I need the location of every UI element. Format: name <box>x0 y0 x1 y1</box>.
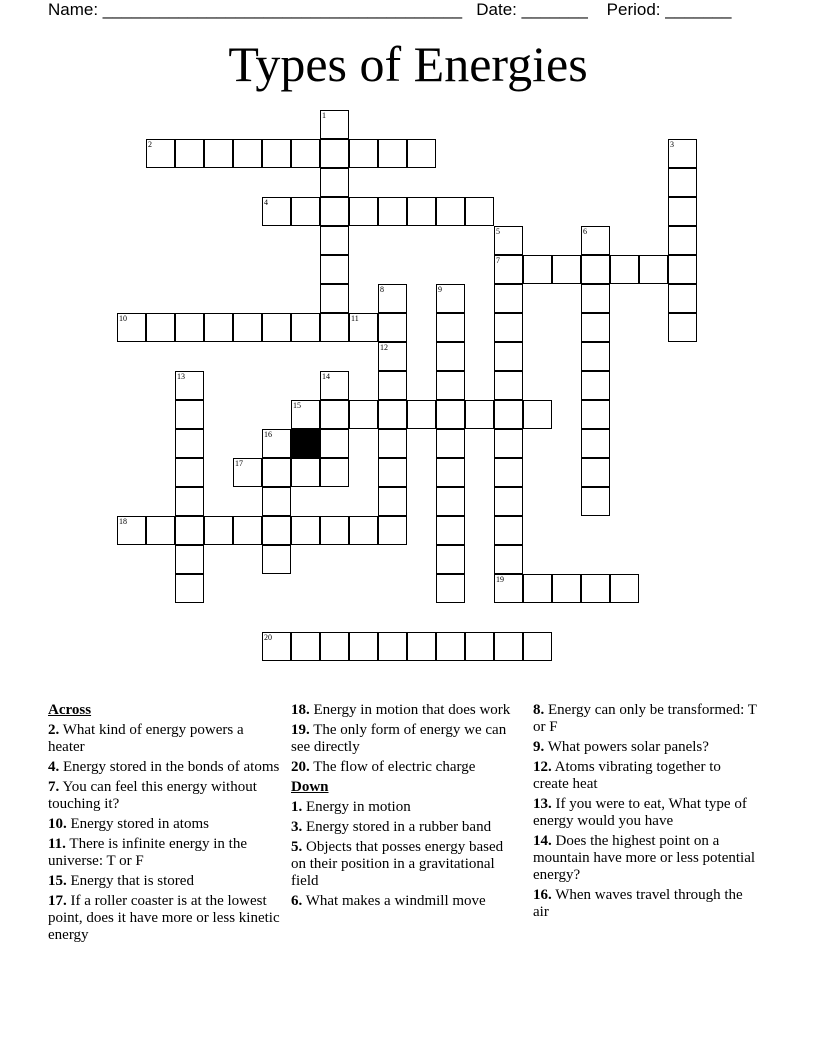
clue-item-text: Energy can only be transformed: T or F <box>533 702 757 735</box>
grid-cell[interactable] <box>262 313 291 342</box>
grid-cell[interactable] <box>494 226 523 255</box>
grid-cell[interactable] <box>204 139 233 168</box>
grid-cell[interactable] <box>233 516 262 545</box>
grid-cell[interactable] <box>117 313 146 342</box>
clue-item-text: You can feel this energy without touching it? <box>48 779 257 812</box>
grid-cell[interactable] <box>494 632 523 661</box>
grid-cell[interactable] <box>407 139 436 168</box>
clue-item-text: If a roller coaster is at the lowest point, does it have more or less kinetic energy <box>48 893 280 943</box>
grid-cell[interactable] <box>581 429 610 458</box>
grid-cell[interactable] <box>436 516 465 545</box>
grid-cell[interactable] <box>349 139 378 168</box>
clue-number: 12 <box>380 343 388 352</box>
clue-number: 7 <box>496 256 500 265</box>
clue-item-number: 19. <box>291 722 310 738</box>
clue-number: 4 <box>264 198 268 207</box>
grid-cell[interactable] <box>552 574 581 603</box>
grid-cell[interactable] <box>320 168 349 197</box>
grid-cell[interactable] <box>494 545 523 574</box>
grid-cell[interactable] <box>378 313 407 342</box>
clue-item-text: Energy stored in the bonds of atoms <box>59 759 280 775</box>
clue-item <box>533 739 758 756</box>
grid-cell[interactable] <box>378 400 407 429</box>
clue-section-heading: Across <box>48 702 92 718</box>
clue-item-number: 11. <box>48 836 66 852</box>
grid-cell[interactable] <box>436 632 465 661</box>
grid-cell[interactable] <box>668 255 697 284</box>
clue-item <box>291 893 516 910</box>
grid-cell[interactable] <box>175 313 204 342</box>
grid-cell[interactable] <box>262 487 291 516</box>
clue-item-text: Energy stored in atoms <box>66 816 209 832</box>
grid-cell[interactable] <box>291 632 320 661</box>
grid-cell[interactable] <box>175 516 204 545</box>
page-title: Types of Energies <box>228 36 588 92</box>
grid-cell[interactable] <box>378 139 407 168</box>
clue-number: 19 <box>496 575 504 584</box>
grid-cell[interactable] <box>233 139 262 168</box>
grid-cell[interactable] <box>262 458 291 487</box>
grid-cell[interactable] <box>320 139 349 168</box>
clue-item-number: 18. <box>291 702 310 718</box>
grid-cell[interactable] <box>320 516 349 545</box>
clue-number: 20 <box>264 633 272 642</box>
grid-cell[interactable] <box>668 284 697 313</box>
grid-cell[interactable] <box>581 226 610 255</box>
clue-item-number: 4. <box>48 759 60 775</box>
grid-cell[interactable] <box>581 400 610 429</box>
clue-number: 9 <box>438 285 442 294</box>
grid-cell[interactable] <box>291 313 320 342</box>
clue-item-text: When waves travel through the air <box>533 887 743 920</box>
grid-cell[interactable] <box>378 342 407 371</box>
grid-cell[interactable] <box>320 371 349 400</box>
grid-cell[interactable] <box>320 313 349 342</box>
grid-cell[interactable] <box>436 313 465 342</box>
clue-item-text: What powers solar panels? <box>544 739 709 755</box>
grid-cell[interactable] <box>146 139 175 168</box>
grid-cell[interactable] <box>146 313 175 342</box>
clue-item <box>48 836 284 870</box>
clue-item <box>48 873 284 890</box>
grid-cell[interactable] <box>349 313 378 342</box>
clue-item <box>533 887 758 921</box>
clue-item <box>533 702 758 736</box>
grid-cell[interactable] <box>494 429 523 458</box>
clue-item-text: Does the highest point on a mountain have more or less potential energy? <box>533 833 756 883</box>
grid-cell[interactable] <box>436 574 465 603</box>
clue-item <box>533 833 758 884</box>
grid-cell[interactable] <box>175 400 204 429</box>
clue-number: 10 <box>119 314 127 323</box>
clue-item-number: 2. <box>48 722 60 738</box>
clue-item <box>48 759 284 776</box>
clue-number: 16 <box>264 430 272 439</box>
grid-cell[interactable] <box>378 487 407 516</box>
grid-cell[interactable] <box>494 574 523 603</box>
clue-item <box>48 779 284 813</box>
grid-cell[interactable] <box>349 516 378 545</box>
clue-item <box>291 799 516 816</box>
clue-number: 5 <box>496 227 500 236</box>
grid-cell[interactable] <box>204 516 233 545</box>
grid-cell[interactable] <box>494 400 523 429</box>
grid-cell[interactable] <box>639 255 668 284</box>
grid-cell[interactable] <box>436 458 465 487</box>
grid-cell[interactable] <box>117 516 146 545</box>
grid-cell[interactable] <box>349 632 378 661</box>
grid-cell[interactable] <box>320 284 349 313</box>
grid-cell[interactable] <box>175 139 204 168</box>
grid-cell[interactable] <box>436 371 465 400</box>
clue-item-text: There is infinite energy in the universe: T or F <box>48 836 247 869</box>
grid-cell[interactable] <box>175 371 204 400</box>
grid-cell[interactable] <box>291 516 320 545</box>
clue-item-text: If you were to eat, What type of energy would you have <box>533 796 747 829</box>
clue-column-3 <box>533 702 758 924</box>
clue-item <box>291 819 516 836</box>
clue-item-text: What kind of energy powers a heater <box>48 722 244 755</box>
grid-cell[interactable] <box>494 313 523 342</box>
grid-cell[interactable] <box>378 371 407 400</box>
grid-cell[interactable] <box>581 458 610 487</box>
grid-cell[interactable] <box>494 371 523 400</box>
clue-item-number: 6. <box>291 893 303 909</box>
clue-item-number: 16. <box>533 887 552 903</box>
grid-cell[interactable] <box>378 197 407 226</box>
clue-item-number: 9. <box>533 739 545 755</box>
grid-cell[interactable] <box>175 487 204 516</box>
clue-item-number: 7. <box>48 779 60 795</box>
grid-cell[interactable] <box>262 632 291 661</box>
clue-number: 17 <box>235 459 243 468</box>
grid-cell[interactable] <box>668 197 697 226</box>
grid-cell[interactable] <box>320 226 349 255</box>
clue-column-1 <box>48 702 284 947</box>
grid-cell[interactable] <box>320 197 349 226</box>
grid-cell[interactable] <box>436 284 465 313</box>
grid-cell[interactable] <box>436 545 465 574</box>
grid-cell[interactable] <box>233 313 262 342</box>
grid-cell[interactable] <box>523 400 552 429</box>
clue-number: 3 <box>670 140 674 149</box>
clue-number: 14 <box>322 372 330 381</box>
clue-item-number: 20. <box>291 759 310 775</box>
clue-number: 8 <box>380 285 384 294</box>
clue-item-number: 14. <box>533 833 552 849</box>
grid-cell[interactable] <box>175 545 204 574</box>
grid-cell[interactable] <box>378 429 407 458</box>
clue-item-number: 17. <box>48 893 67 909</box>
clue-item <box>291 759 516 776</box>
grid-cell[interactable] <box>581 313 610 342</box>
grid-cell[interactable] <box>494 342 523 371</box>
grid-cell[interactable] <box>494 284 523 313</box>
grid-cell[interactable] <box>262 545 291 574</box>
grid-cell[interactable] <box>320 110 349 139</box>
grid-cell[interactable] <box>233 458 262 487</box>
grid-cell[interactable] <box>291 400 320 429</box>
grid-cell[interactable] <box>262 516 291 545</box>
grid-cell[interactable] <box>349 197 378 226</box>
grid-cell[interactable] <box>175 458 204 487</box>
grid-cell[interactable] <box>581 342 610 371</box>
clue-item-text: The only form of energy we can see directly <box>291 722 507 755</box>
clue-item <box>291 702 516 719</box>
grid-cell[interactable] <box>494 255 523 284</box>
clue-number: 6 <box>583 227 587 236</box>
grid-cell[interactable] <box>378 632 407 661</box>
clue-item <box>48 816 284 833</box>
clue-item-number: 3. <box>291 819 303 835</box>
grid-cell[interactable] <box>465 632 494 661</box>
grid-cell[interactable] <box>349 400 378 429</box>
grid-cell[interactable] <box>262 139 291 168</box>
grid-cell[interactable] <box>436 400 465 429</box>
clue-item <box>48 722 284 756</box>
grid-cell[interactable] <box>378 284 407 313</box>
grid-cell[interactable] <box>291 139 320 168</box>
clue-item-number: 8. <box>533 702 545 718</box>
grid-cell[interactable] <box>581 371 610 400</box>
grid-cell[interactable] <box>668 313 697 342</box>
student-info-line: Name: ______________________________________ Date: _______ Period: _______ <box>48 0 732 19</box>
grid-cell[interactable] <box>320 400 349 429</box>
grid-cell[interactable] <box>436 342 465 371</box>
grid-cell[interactable] <box>175 429 204 458</box>
clue-column-2 <box>291 702 516 913</box>
grid-cell[interactable] <box>291 458 320 487</box>
grid-cell[interactable] <box>581 574 610 603</box>
grid-cell[interactable] <box>610 574 639 603</box>
clue-item-text: Energy that is stored <box>66 873 194 889</box>
clue-item-number: 12. <box>533 759 552 775</box>
clue-item-text: Energy stored in a rubber band <box>302 819 492 835</box>
grid-cell[interactable] <box>494 487 523 516</box>
grid-cell[interactable] <box>320 255 349 284</box>
grid-cell[interactable] <box>668 168 697 197</box>
clue-number: 2 <box>148 140 152 149</box>
clue-number: 15 <box>293 401 301 410</box>
grid-cell[interactable] <box>204 313 233 342</box>
grid-cell[interactable] <box>668 139 697 168</box>
grid-cell[interactable] <box>494 458 523 487</box>
clue-item-text: Objects that posses energy based on their position in a gravitational field <box>291 839 504 889</box>
grid-cell[interactable] <box>378 458 407 487</box>
grid-cell[interactable] <box>407 197 436 226</box>
grid-cell[interactable] <box>320 458 349 487</box>
grid-cell[interactable] <box>523 574 552 603</box>
clue-item <box>48 893 284 944</box>
clue-item-text: Atoms vibrating together to create heat <box>533 759 721 792</box>
grid-cell[interactable] <box>436 429 465 458</box>
grid-cell[interactable] <box>581 284 610 313</box>
blocked-cell <box>291 429 320 458</box>
grid-cell[interactable] <box>175 574 204 603</box>
grid-cell[interactable] <box>436 197 465 226</box>
clue-item-number: 5. <box>291 839 303 855</box>
clue-number: 18 <box>119 517 127 526</box>
grid-cell[interactable] <box>407 632 436 661</box>
clue-item-number: 1. <box>291 799 303 815</box>
grid-cell[interactable] <box>291 197 320 226</box>
grid-cell[interactable] <box>262 429 291 458</box>
grid-cell[interactable] <box>668 226 697 255</box>
grid-cell[interactable] <box>378 516 407 545</box>
clue-item-text: The flow of electric charge <box>309 759 476 775</box>
clue-item-number: 13. <box>533 796 552 812</box>
clue-item <box>291 722 516 756</box>
grid-cell[interactable] <box>262 197 291 226</box>
clue-item-text: What makes a windmill move <box>302 893 486 909</box>
grid-cell[interactable] <box>465 197 494 226</box>
grid-cell[interactable] <box>407 400 436 429</box>
grid-cell[interactable] <box>610 255 639 284</box>
grid-cell[interactable] <box>436 487 465 516</box>
grid-cell[interactable] <box>465 400 494 429</box>
clue-item-number: 15. <box>48 873 67 889</box>
grid-cell[interactable] <box>523 632 552 661</box>
clue-number: 13 <box>177 372 185 381</box>
clue-section-heading: Down <box>291 779 329 795</box>
grid-cell[interactable] <box>581 255 610 284</box>
clue-item-text: Energy in motion that does work <box>309 702 511 718</box>
clue-item <box>291 839 516 890</box>
grid-cell[interactable] <box>320 632 349 661</box>
grid-cell[interactable] <box>320 429 349 458</box>
grid-cell[interactable] <box>494 516 523 545</box>
clue-item-number: 10. <box>48 816 67 832</box>
clue-item <box>533 759 758 793</box>
clue-number: 11 <box>351 314 359 323</box>
clue-number: 1 <box>322 111 326 120</box>
clue-item-text: Energy in motion <box>302 799 411 815</box>
grid-cell[interactable] <box>146 516 175 545</box>
grid-cell[interactable] <box>581 487 610 516</box>
grid-cell[interactable] <box>552 255 581 284</box>
grid-cell[interactable] <box>523 255 552 284</box>
clue-item <box>533 796 758 830</box>
